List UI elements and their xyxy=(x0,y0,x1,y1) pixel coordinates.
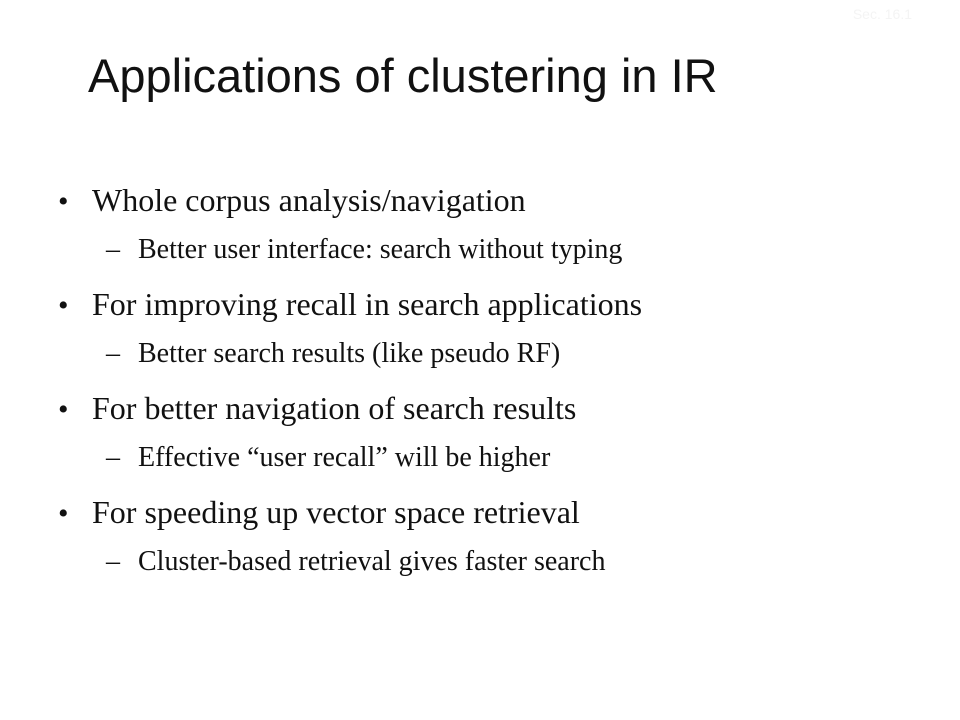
bullet-icon: • xyxy=(58,497,69,530)
sub-bullet xyxy=(106,442,642,474)
sub-bullet xyxy=(106,234,642,266)
bullet-text: For better navigation of search results xyxy=(92,390,577,426)
bullet-line xyxy=(58,494,642,532)
bullet-line xyxy=(58,390,642,428)
bullet-item xyxy=(58,286,642,370)
dash-icon: – xyxy=(106,546,120,577)
sub-bullet-text: Effective “user recall” will be higher xyxy=(138,442,551,473)
bullet-line xyxy=(58,286,642,324)
bullet-item xyxy=(58,182,642,266)
bullet-line xyxy=(58,182,642,220)
sub-bullet-text: Better search results (like pseudo RF) xyxy=(138,338,561,369)
bullet-item xyxy=(58,494,642,578)
dash-icon: – xyxy=(106,338,120,369)
dash-icon: – xyxy=(106,442,120,473)
sub-bullet-text: Cluster-based retrieval gives faster search xyxy=(138,546,606,577)
bullet-text: For speeding up vector space retrieval xyxy=(92,494,580,530)
sub-bullet xyxy=(106,546,642,578)
dash-icon: – xyxy=(106,234,120,265)
bullet-list xyxy=(58,182,642,598)
bullet-icon: • xyxy=(58,289,69,322)
bullet-icon: • xyxy=(58,185,69,218)
bullet-text: For improving recall in search applications xyxy=(92,286,643,322)
sub-bullet-text: Better user interface: search without typing xyxy=(138,234,623,265)
section-tag: Sec. 16.1 xyxy=(852,6,912,22)
bullet-text: Whole corpus analysis/navigation xyxy=(92,182,526,218)
bullet-icon: • xyxy=(58,393,69,426)
slide-title: Applications of clustering in IR xyxy=(88,49,718,102)
sub-bullet xyxy=(106,338,642,370)
bullet-item xyxy=(58,390,642,474)
